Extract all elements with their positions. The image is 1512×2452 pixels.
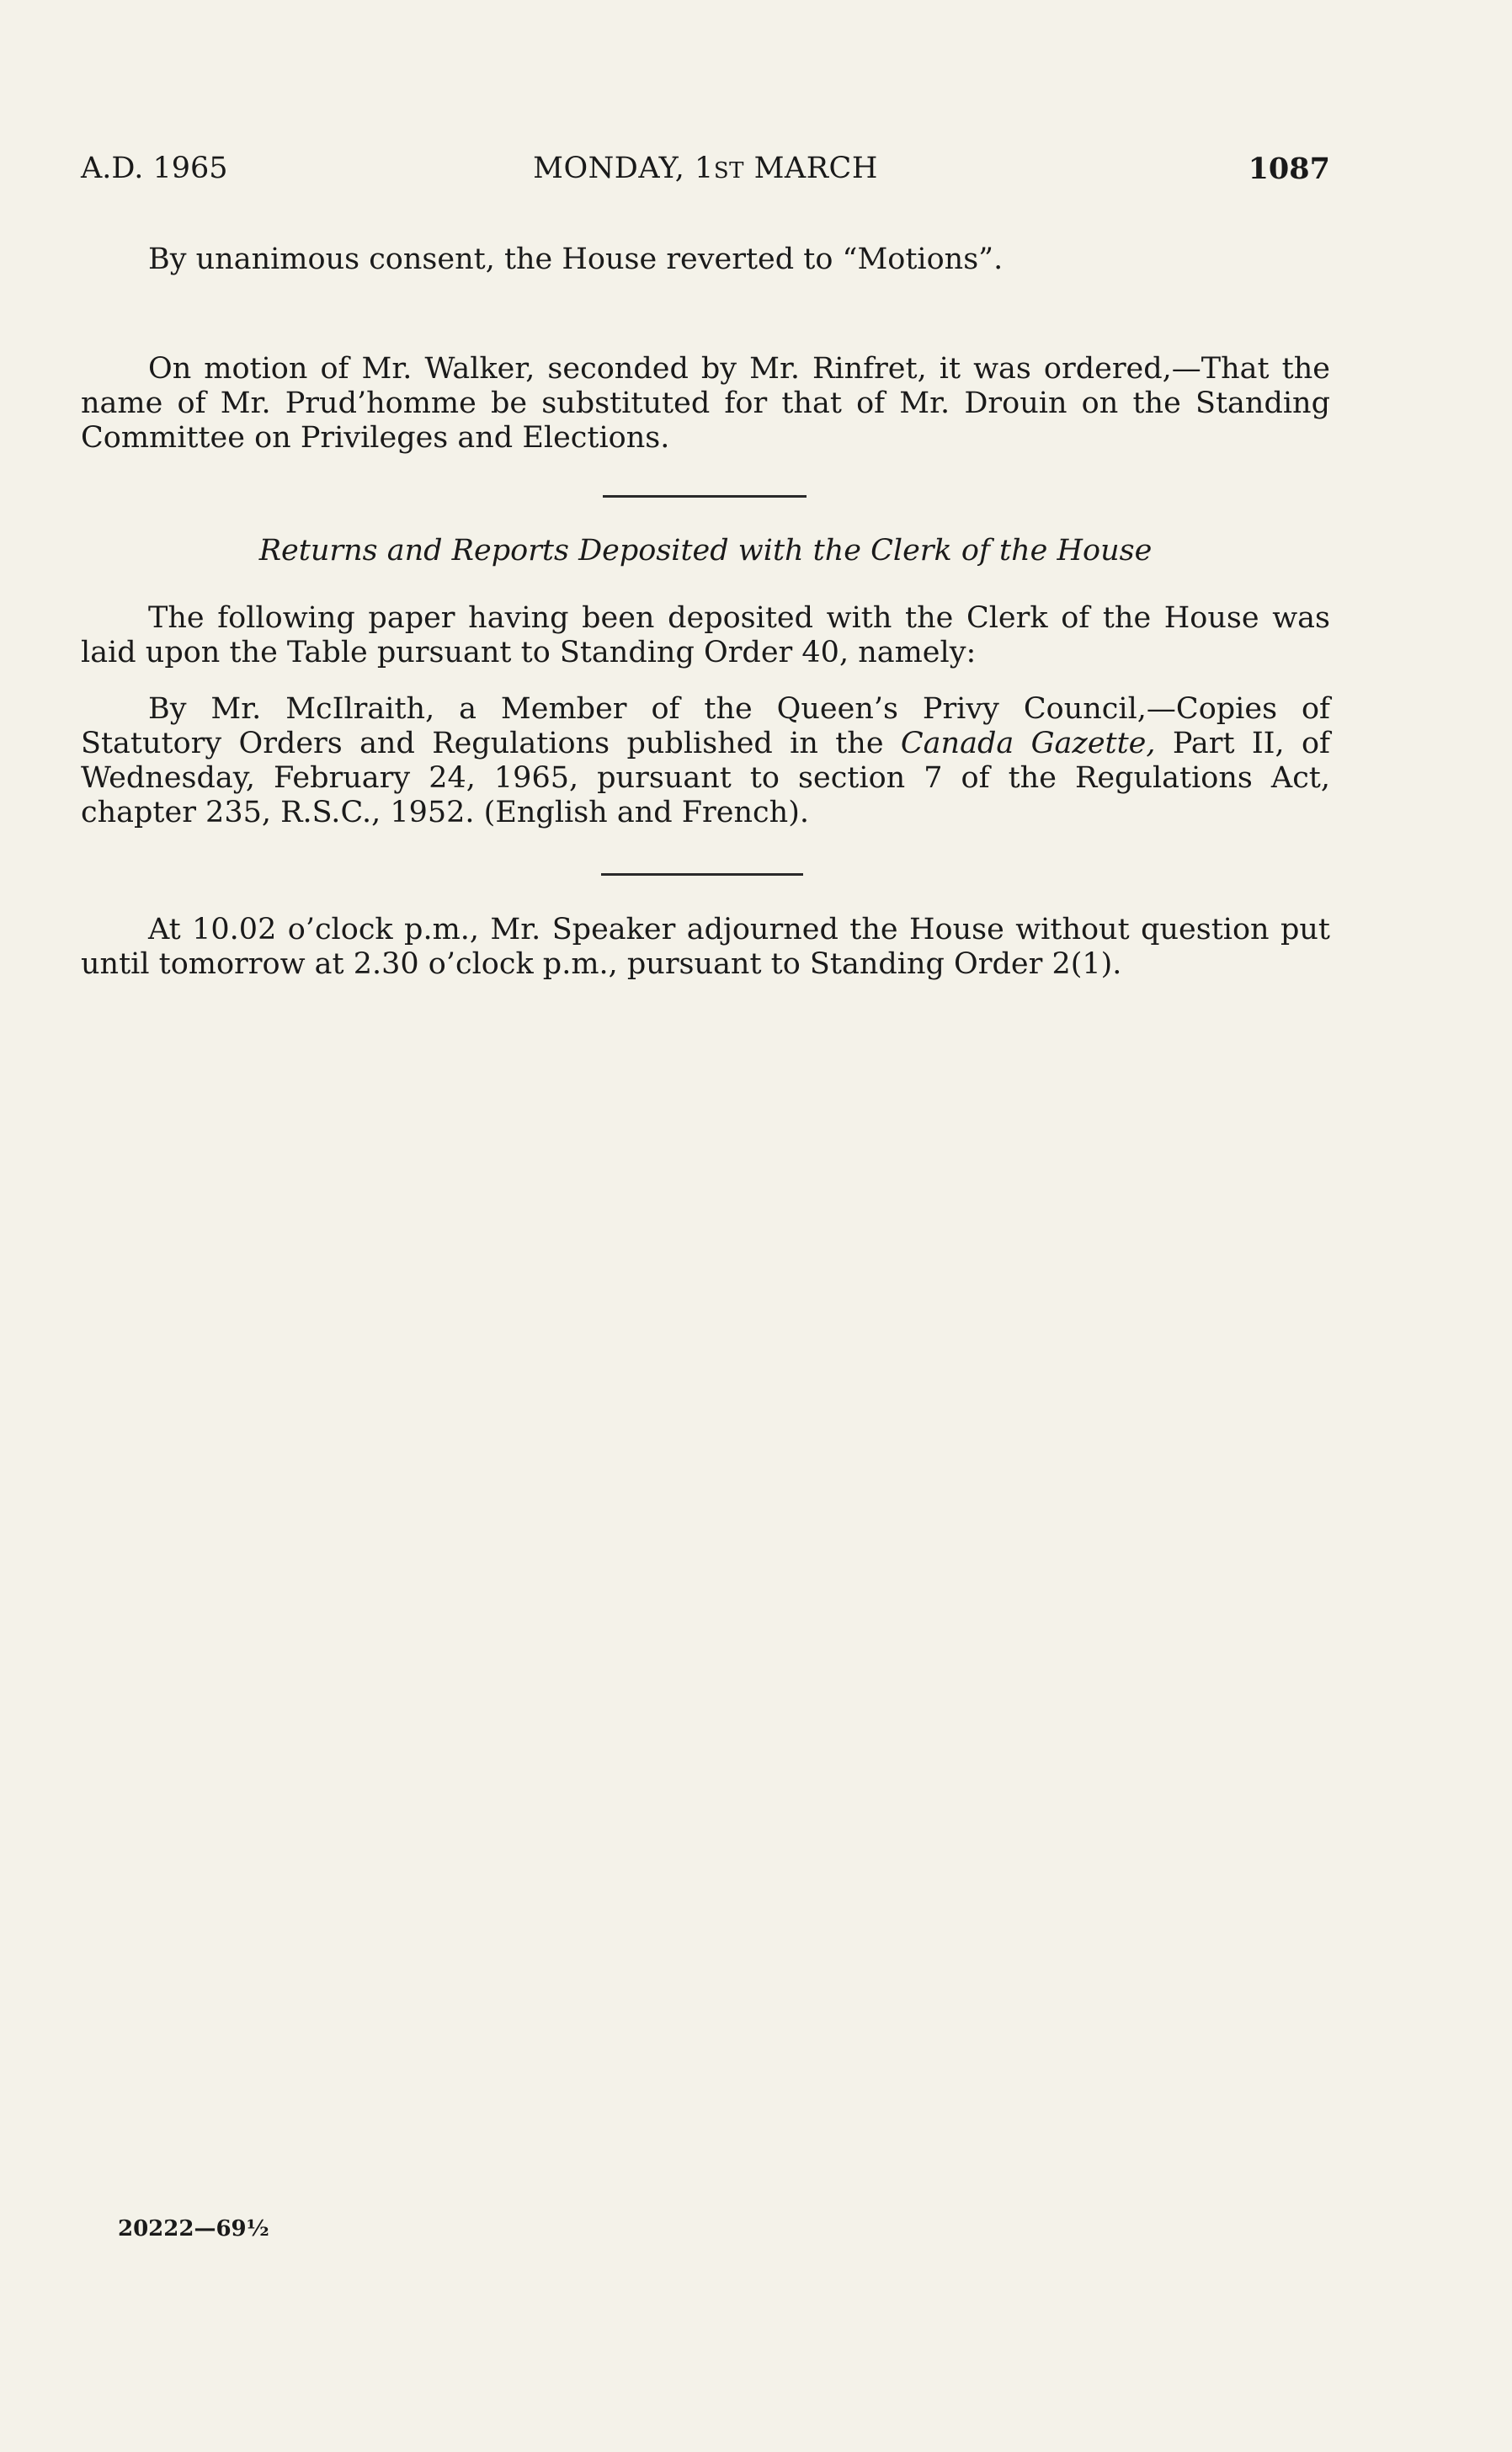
mcilraith-text-end: Part II, of Wednesday, February 24, 1965, pursuant to section 7 of the Regulations Act, chapter 235, R.S.C., 1952. (English and French). (81, 727, 1330, 829)
year-label: A.D. 1965 (81, 152, 228, 185)
date-month: MARCH (743, 152, 878, 185)
deposited-paragraph: The following paper having been deposited with the Clerk of the House was laid upon the Table pursuant to Standing Order 40, namely: (81, 601, 1330, 669)
gazette-title: Canada Gazette, (900, 727, 1156, 760)
mcilraith-text-start: By Mr. McIlraith, a Member of the Queen’s Privy Council,—Copies of Statutory Orders and Regulations published in the (81, 692, 1330, 760)
motion-paragraph: On motion of Mr. Walker, seconded by Mr. Rinfret, it was ordered,—That the name of Mr. Prud’homme be substituted for that of Mr. Drouin on the Standing Committee on Privileges and Elections. (81, 352, 1330, 455)
running-head (81, 152, 1330, 194)
consent-paragraph: By unanimous consent, the House reverted to “Motions”. (148, 243, 1004, 276)
date-heading (81, 152, 1330, 185)
page-number: 1087 (1248, 152, 1330, 186)
section-divider-2 (601, 873, 803, 876)
adjourn-paragraph: At 10.02 o’clock p.m., Mr. Speaker adjourned the House without question put until tomorrow at 2.30 o’clock p.m., pursuant to Standing Order 2(1). (81, 913, 1330, 981)
mcilraith-paragraph (81, 692, 1330, 830)
print-code: 20222—69½ (118, 2216, 269, 2241)
section-divider (603, 495, 807, 498)
date-prefix: MONDAY, 1 (533, 152, 714, 185)
section-heading: Returns and Reports Deposited with the Clerk of the House (258, 534, 1153, 568)
date-ordinal: ST (713, 158, 744, 184)
